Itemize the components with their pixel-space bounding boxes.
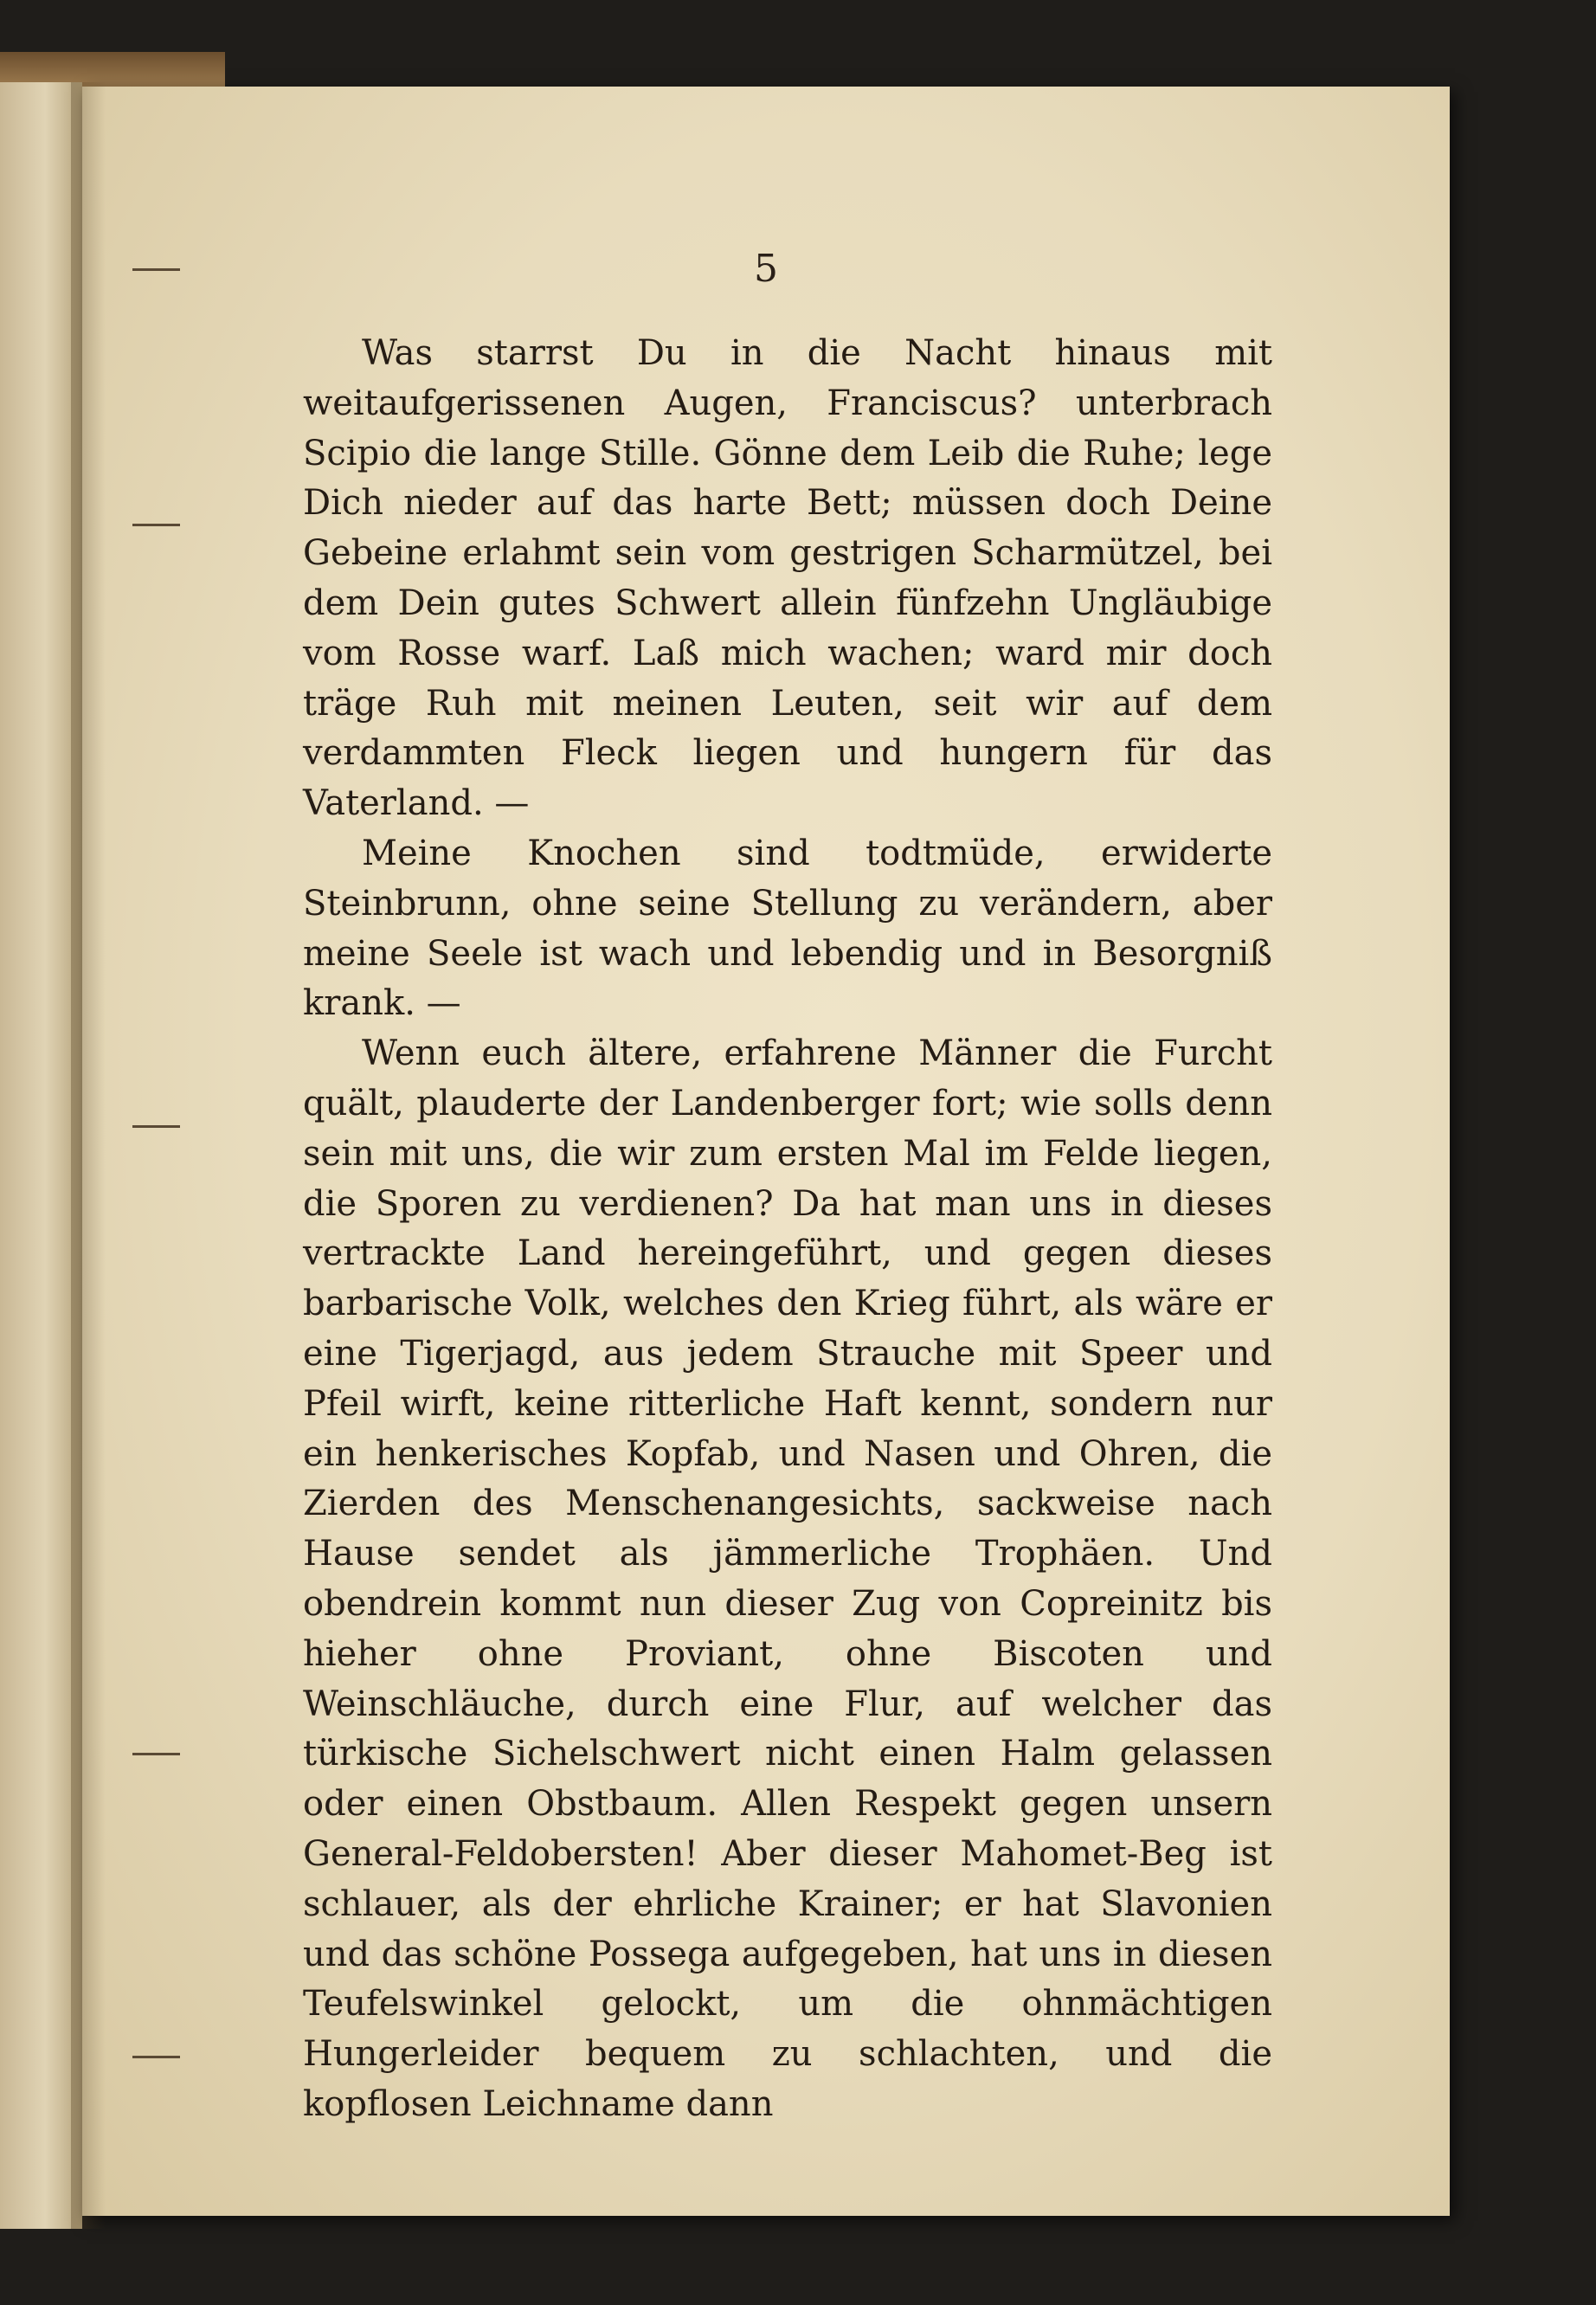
binding-thread [132, 1125, 180, 1128]
paragraph: Meine Knochen sind todtmüde, erwiderte Steinbrunn, ohne seine Stellung zu verändern, aber meine Seele ist wach und lebendig und in Besorgniß krank. — [303, 833, 1272, 1024]
page-number: 5 [754, 247, 778, 291]
binding-thread [132, 524, 180, 526]
spine-shadow [71, 82, 106, 2229]
facing-page-edge [0, 82, 82, 2229]
body-text [303, 329, 1272, 2130]
binding-thread [132, 1753, 180, 1755]
paragraph: Was starrst Du in die Nacht hinaus mit weitaufgerissenen Augen, Franciscus? unterbrach Scipio die lange Stille. Gönne dem Leib die Ruhe; lege Dich nieder auf das harte Bett; müssen doch Deine Gebeine erlahmt sein vom gestrigen Scharmützel, bei dem Dein gutes Schwert allein fünfzehn Ungläubige vom Rosse warf. Laß mich wachen; ward mir doch träge Ruh mit meinen Leuten, seit wir auf dem verdammten Fleck liegen und hungern für das Vaterland. — [303, 333, 1272, 824]
binding-thread [132, 2056, 180, 2058]
paragraph: Wenn euch ältere, erfahrene Männer die Furcht quält, plauderte der Landenberger fort; wie solls denn sein mit uns, die wir zum ersten Mal im Felde liegen, die Sporen zu verdienen? Da hat man uns in dieses vertrackte Land hereingeführt, und gegen dieses barbarische Volk, welches den Krieg führt, als wäre er eine Tigerjagd, aus jedem Strauche mit Speer und Pfeil wirft, keine ritterliche Haft kennt, sondern nur ein henkerisches Kopfab, und Nasen und Ohren, die Zierden des Menschenangesichts, sackweise nach Hause sendet als jämmerliche Trophäen. Und obendrein kommt nun dieser Zug von Copreinitz bis hieher ohne Proviant, ohne Biscoten und Weinschläuche, durch eine Flur, auf welcher das türkische Sichelschwert nicht einen Halm gelassen oder einen Obstbaum. Allen Respekt gegen unsern General-Feldobersten! Aber dieser Mahomet-Beg ist schlauer, als der ehrliche Krainer; er hat Slavonien und das schöne Possega aufgegeben, hat uns in diesen Teufelswinkel gelockt, um die ohnmächtigen Hungerleider bequem zu schlachten, und die kopflosen Leichname dann [303, 1033, 1272, 2124]
